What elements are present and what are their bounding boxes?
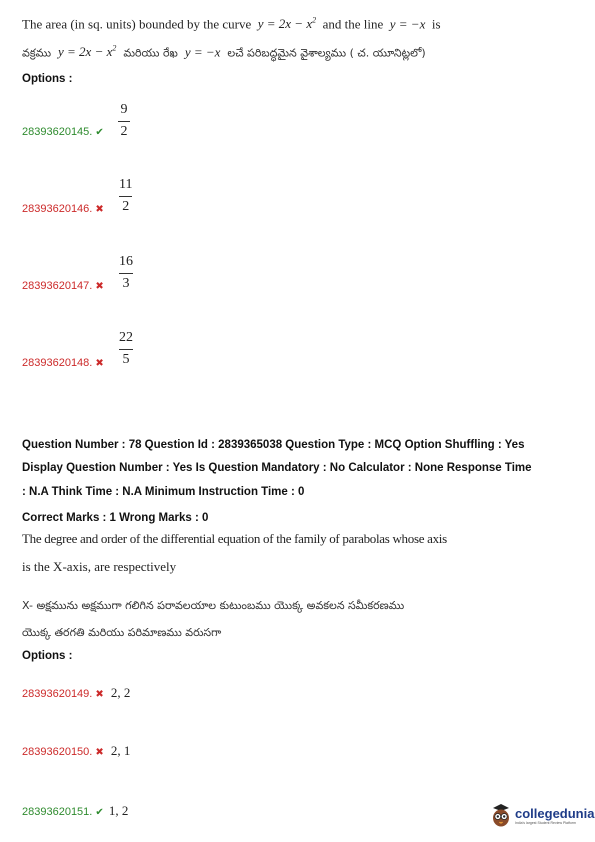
option-row[interactable] — [22, 357, 104, 369]
option-fraction — [119, 255, 133, 291]
option-row[interactable] — [22, 685, 130, 701]
fraction-bar — [119, 273, 133, 274]
numerator: 9 — [120, 102, 128, 117]
q78-marks: Correct Marks : 1 Wrong Marks : 0 — [22, 512, 209, 524]
cross-icon: ✖ — [95, 689, 104, 700]
option-id: 28393620145. — [22, 126, 93, 138]
q78-english-line-1: The degree and order of the differential equation of the family of parabolas whose axis — [22, 531, 447, 546]
option-id: 28393620148. — [22, 357, 93, 369]
denominator: 3 — [122, 276, 130, 291]
option-fraction — [118, 103, 130, 139]
line-equation-te: y = −x — [184, 44, 221, 60]
option-answer: 2, 1 — [110, 743, 131, 758]
option-id: 28393620146. — [22, 203, 93, 215]
line-equation: y = −x — [389, 16, 426, 32]
q78-meta-line-3: : N.A Think Time : N.A Minimum Instruction Time : 0 — [22, 486, 305, 498]
option-id: 28393620150. — [22, 746, 93, 758]
numerator: 22 — [119, 330, 133, 345]
fraction-bar — [119, 196, 132, 197]
collegedunia-logo — [490, 802, 594, 828]
option-answer: 2, 2 — [110, 685, 131, 700]
check-icon: ✔ — [95, 807, 104, 818]
option-row[interactable] — [22, 803, 128, 819]
q78-english-line-2: is the X-axis, are respectively — [22, 559, 177, 574]
option-row[interactable] — [22, 203, 104, 215]
numerator: 11 — [119, 177, 133, 192]
denominator: 2 — [120, 124, 128, 139]
curve-equation-te: $y = 2x - x^2$ — [58, 44, 117, 60]
q78-options-label: Options : — [22, 650, 73, 662]
owl-mascot-icon — [490, 802, 512, 828]
option-id: 28393620147. — [22, 280, 93, 292]
cross-icon: ✖ — [95, 747, 104, 758]
q78-meta-line-2: Display Question Number : Yes Is Question Mandatory : No Calculator : None Response Time — [22, 462, 532, 474]
numerator: 16 — [119, 254, 133, 269]
fraction-bar — [118, 121, 130, 122]
denominator: 5 — [122, 352, 130, 367]
option-row[interactable] — [22, 743, 130, 759]
fraction-bar — [119, 349, 133, 350]
q77-options-label: Options : — [22, 73, 73, 85]
option-answer: 1, 2 — [108, 803, 129, 818]
cross-icon: ✖ — [95, 358, 104, 369]
q77-telugu-text: వక్రము $y = 2x - x^2$ మరియు రేఖ y = −x లచే పరిబద్ధమైన వైశాల్యము ( చ. యూనిట్లలో) — [22, 44, 426, 60]
option-row[interactable] — [22, 126, 104, 138]
q78-telugu-line-2: యొక్క తరగతి మరియు పరిమాణము వరుసగా — [22, 626, 222, 639]
check-icon: ✔ — [95, 127, 104, 138]
logo-name: collegedunia — [515, 805, 595, 821]
denominator: 2 — [122, 199, 130, 214]
curve-equation: $y = 2x - x^2$ — [257, 16, 317, 32]
option-id: 28393620149. — [22, 688, 93, 700]
option-fraction — [119, 331, 133, 367]
logo-tagline: India's largest Student Review Platform — [515, 820, 576, 825]
q78-meta-line-1: Question Number : 78 Question Id : 2839365038 Question Type : MCQ Option Shuffling : Yes — [22, 439, 525, 451]
q77-english-text: The area (in sq. units) bounded by the curve $y = 2x - x^2$ and the line y = −x is — [22, 16, 441, 32]
option-row[interactable] — [22, 280, 104, 292]
cross-icon: ✖ — [95, 204, 104, 215]
option-fraction — [119, 178, 132, 214]
option-id: 28393620151. — [22, 806, 93, 818]
q78-telugu-line-1: X- అక్షమును అక్షముగా గలిగిన పరావలయాల కుటుంబము యొక్క అవకలన సమీకరణము — [22, 599, 405, 612]
cross-icon: ✖ — [95, 281, 104, 292]
